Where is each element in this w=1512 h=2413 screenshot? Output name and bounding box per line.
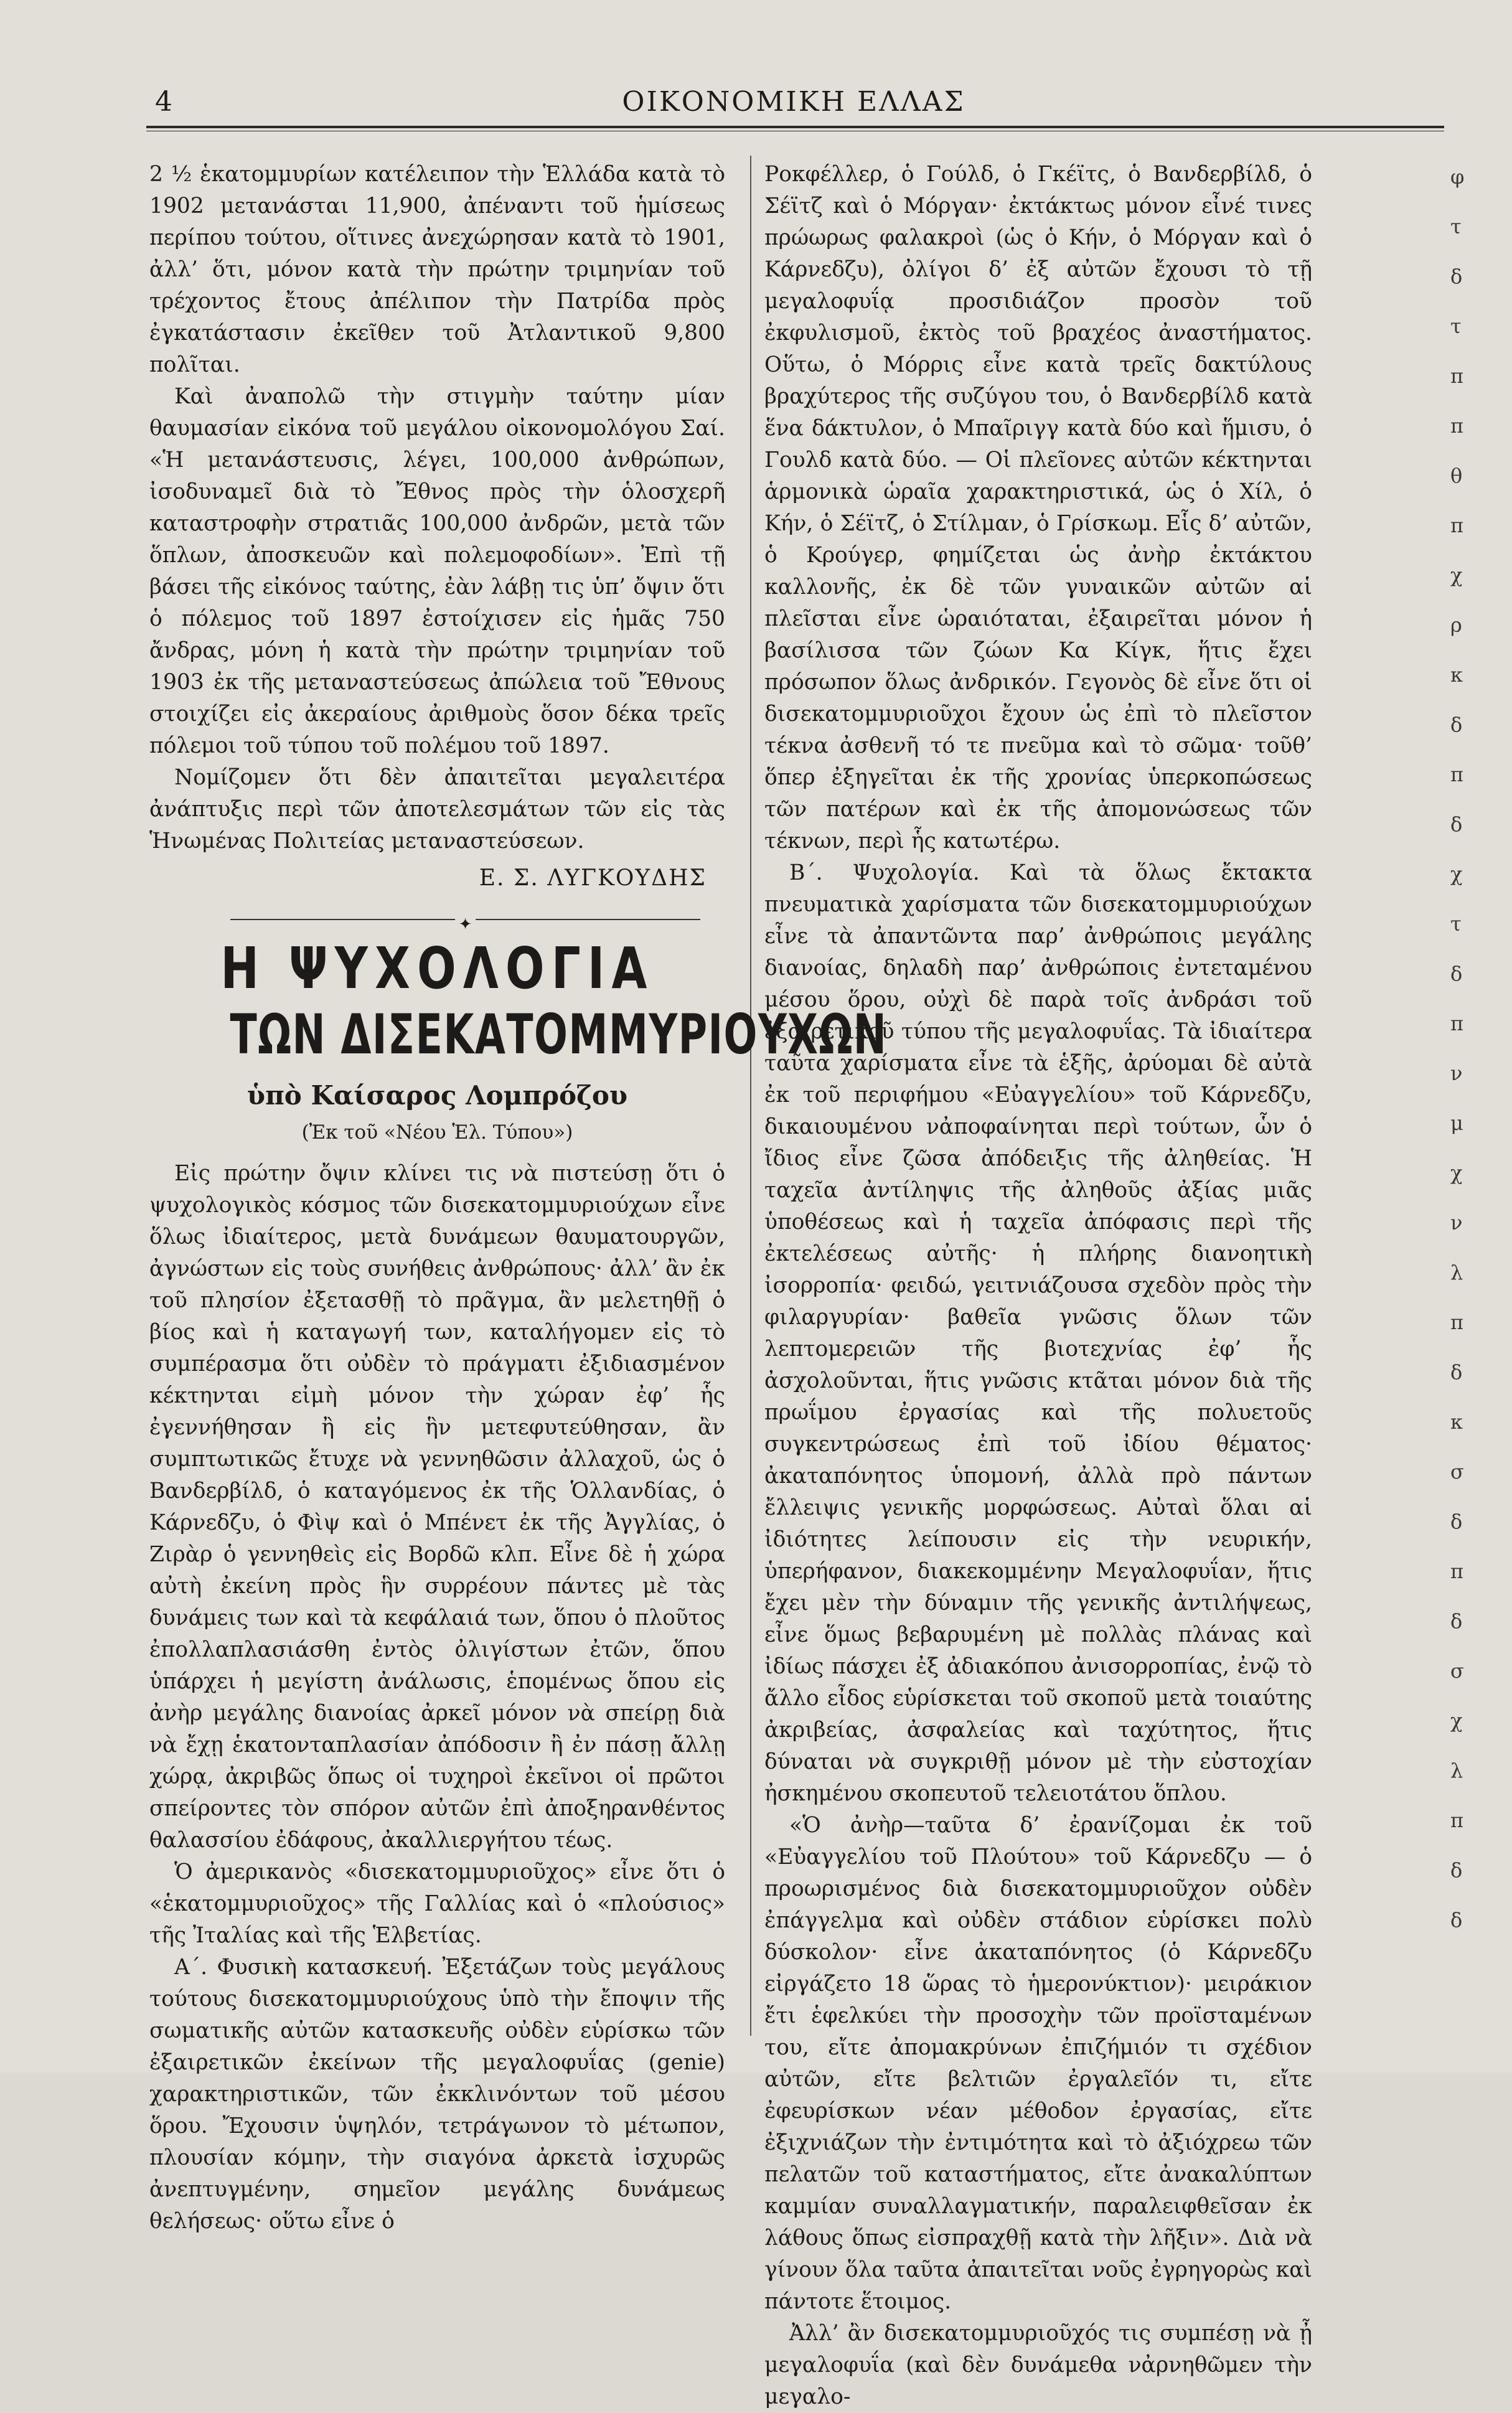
margin-fragment: δ — [1450, 1908, 1463, 1932]
paragraph: Ἀλλ’ ἂν δισεκατομμυριοῦχός τις συμπέσῃ νὰ ᾖ μεγαλοφυΐα (καὶ δὲν δυνάμεθα νἀρνηθῶμεν τὴν μεγαλο- — [764, 2321, 1312, 2409]
paragraph: Νομίζομεν ὅτι δὲν ἀπαιτεῖται μεγαλειτέρα ἀνάπτυξις περὶ τῶν ἀποτελεσμάτων τῶν εἰς τὰς Ἡνωμένας Πολιτείας μεταναστεύσεων. — [149, 765, 725, 854]
margin-fragment: π — [1450, 364, 1464, 388]
paragraph: «Ὁ ἀνὴρ—ταῦτα δ’ ἐρανίζομαι ἐκ τοῦ «Εὐαγγελίου τοῦ Πλούτου» τοῦ Κάρνεδζυ — ὁ προωρισμένος διὰ δισεκατομμυριοῦχον οὐδὲν ἐπάγγελμα καὶ οὐδὲν στάδιον εὑρίσκει πολὺ δύσκολον· εἶνε ἀκαταπόνητος (ὁ Κάρνεδζυ εἰργάζετο 18 ὥρας τὸ ἡμερονύκτιον)· μειράκιον ἔτι ἑφελκύει τὴν προσοχὴν τῶν προϊσταμένων του, εἴτε ἀπομακρύνων ἐπιζήμιόν τι σχέδιον αὐτῶν, εἴτε βελτιῶν ἐργαλεῖόν τι, εἴτε ἐφευρίσκων νέαν μέθοδον ἐργασίας, εἴτε ἐξιχνιάζων τὴν ἐντιμότητα καὶ τὸ ἀξιόχρεω τῶν πελατῶν τοῦ καταστήματος, εἴτε ἀνακαλύπτων καμμίαν συναλλαγματικήν, παραλειφθεῖσαν ἐκ λάθους ὅπως εἰσπραχθῇ κατὰ τὴν λῆξιν». Διὰ νὰ γίνουν ὅλα ταῦτα ἀπαιτεῖται νοῦς ἐγρηγορὼς καὶ πάντοτε ἕτοιμος. — [764, 1813, 1312, 2314]
margin-fragment: φ — [1450, 165, 1465, 189]
margin-fragment: π — [1450, 1809, 1464, 1832]
author-signature: Ε. Σ. ΛΥΓΚΟΥΔΗΣ — [479, 865, 707, 891]
margin-fragment: τ — [1450, 314, 1462, 338]
margin-fragment: ν — [1450, 1211, 1463, 1235]
divider-ornament-icon: ✦ — [455, 909, 476, 941]
margin-fragment: δ — [1450, 1360, 1463, 1384]
margin-fragment: δ — [1450, 962, 1463, 985]
page-number: 4 — [155, 86, 172, 118]
margin-fragment: χ — [1450, 1161, 1463, 1185]
paragraph: Καὶ ἀναπολῶ τὴν στιγμὴν ταύτην μίαν θαυμασίαν εἰκόνα τοῦ μεγάλου οἰκονομολόγου Σαί. «Ἡ μετανάστευσις, λέγει, 100,000 ἀνθρώπων, ἰσοδυναμεῖ διὰ τὸ Ἔθνος πρὸς τὴν ὁλοσχερῆ καταστροφὴν στρατιᾶς 100,000 ἀνδρῶν, μετὰ τῶν ὅπλων, ἀποσκευῶν καὶ πολεμοφοδίων». Ἐπὶ τῇ βάσει τῆς εἰκόνος ταύτης, ἐὰν λάβῃ τις ὑπ’ ὄψιν ὅτι ὁ πόλεμος τοῦ 1897 ἐστοίχισεν εἰς ἡμᾶς 750 ἄνδρας, μόνη ἡ κατὰ τὴν πρώτην τριμηνίαν τοῦ 1903 ἐκ τῆς μεταναστεύσεως ἀπώλεια τοῦ Ἔθνους στοιχίζει εἰς ἀκεραίους ἀριθμοὺς ὅσον δέκα τρεῖς πόλεμοι τοῦ τύπου τοῦ πολέμου τοῦ 1897. — [149, 384, 725, 758]
paragraph: Β΄. Ψυχολογία. Καὶ τὰ ὅλως ἔκτακτα πνευματικὰ χαρίσματα τῶν δισεκατομμυριούχων εἶνε τὰ ἀπαντῶντα παρ’ ἀνθρώποις μεγάλης διανοίας, δηλαδὴ παρ’ ἀνθρώποις ἐντεταμένου μέσου ὅρου, οὐχὶ δὲ παρὰ τοῖς ἀνδράσι τοῦ ἐξαιρετικοῦ τύπου τῆς μεγαλοφυΐας. Τὰ ἰδιαίτερα ταῦτα χαρίσματα εἶνε τὰ ἑξῆς, ἀρύομαι δὲ αὐτὰ ἐκ τοῦ περιφήμου «Εὐαγγελίου» τοῦ Κάρνεδζυ, δικαιουμένου νἀποφαίνηται περὶ τούτων, ὧν ὁ ἴδιος εἶνε ζῶσα ἀπόδειξις τῆς ἀληθείας. Ἡ ταχεῖα ἀντίληψις τῆς ἀληθοῦς ἀξίας μιᾶς ὑποθέσεως καὶ ἡ ταχεῖα ἀπόφασις περὶ τῆς ἐκτελέσεως αὐτῆς· ἡ πλήρης διανοητικὴ ἰσορροπία· φειδώ, γειτνιάζουσα σχεδὸν πρὸς τὴν φιλαργυρίαν· βαθεῖα γνῶσις ὅλων τῶν λεπτομερειῶν τῆς βιοτεχνίας ἐφ’ ἧς ἀσχολοῦνται, ἥτις γνῶσις κτᾶται μόνον διὰ τῆς πρωΐμου ἐργασίας καὶ τῆς πολυετοῦς συγκεντρώσεως ἐπὶ τοῦ ἰδίου θέματος· ἀκαταπόνητος ὑπομονή, ἀλλὰ πρὸ πάντων ἔλλειψις γενικῆς μορφώσεως. Αὐταὶ ὅλαι αἱ ἰδιότητες λείπουσιν εἰς τὴν νευρικήν, ὑπερήφανον, διακεκομμένην Μεγαλοφυΐαν, ἥτις ἔχει μὲν τὴν δύναμιν τῆς γενικῆς ἀντιλήψεως, εἶνε ὅμως βεβαρυμένη μὲ πολλὰς πλάνας καὶ ἰδίως πάσχει ἐξ ἀδιακόπου ἀνισορροπίας, ἐνῷ τὸ ἄλλο εἶδος εὑρίσκεται τοῦ σκοποῦ μετὰ τοιαύτης ἀκριβείας, ἀσφαλείας καὶ ταχύτητος, ἥτις δύναται νὰ συγκριθῇ μόνον μὲ τὴν εὐστοχίαν ἠσκημένου σκοπευτοῦ τελειοτάτου ὅπλου. — [764, 860, 1312, 1806]
margin-fragment: σ — [1450, 1460, 1464, 1484]
margin-fragment: π — [1450, 1310, 1464, 1334]
margin-fragment: π — [1450, 414, 1464, 438]
margin-fragment: δ — [1450, 1858, 1463, 1882]
margin-fragment: δ — [1450, 265, 1463, 288]
margin-fragment: δ — [1450, 713, 1463, 736]
margin-fragment: λ — [1450, 1261, 1463, 1284]
paragraph: 2 ½ ἑκατομμυρίων κατέλειπον τὴν Ἑλλάδα κατὰ τὸ 1902 μετανάσται 11,900, ἀπέναντι τοῦ ἡμίσεως περίπου τούτου, οἵτινες ἀνεχώρησαν κατὰ τὸ 1901, ἀλλ’ ὅτι, μόνον κατὰ τὴν πρώτην τριμηνίαν τοῦ τρέχοντος ἔτους ἀπέλιπον τὴν Πατρίδα πρὸς ἐγκατάστασιν ἐκεῖθεν τοῦ Ἀτλαντικοῦ 9,800 πολῖται. — [149, 162, 725, 377]
left-column — [149, 159, 888, 2237]
margin-fragment: χ — [1450, 862, 1463, 886]
margin-fragment: κ — [1450, 663, 1463, 687]
margin-fragment: τ — [1450, 215, 1462, 238]
paragraph: Ροκφέλλερ, ὁ Γούλδ, ὁ Γκέϊτς, ὁ Βανδερβίλδ, ὁ Σέϊτζ καὶ ὁ Μόργαν· ἐκτάκτως μόνον εἶνέ τινες πρώωρως φαλακροὶ (ὡς ὁ Κήν, ὁ Μόργαν καὶ ὁ Κάρνεδζυ), ὀλίγοι δ’ ἐξ αὐτῶν ἔχουσι τὸ τῇ μεγαλοφυΐᾳ προσιδιάζον προσὸν τοῦ ἐκφυλισμοῦ, ἐκτὸς τοῦ βραχέος ἀναστήματος. Οὕτω, ὁ Μόρρις εἶνε κατὰ τρεῖς δακτύλους βραχύτερος τῆς συζύγου του, ὁ Βανδερβίλδ κατὰ ἕνα δάκτυλον, ὁ Μπαῖριγγ κατὰ δύο καὶ ἥμισυ, ὁ Γουλδ κατὰ δύο. — Οἱ πλεῖονες αὐτῶν κέκτηνται ἁρμονικὰ ὡραῖα χαρακτηριστικά, ὡς ὁ Χίλ, ὁ Κήν, ὁ Σέϊτζ, ὁ Στίλμαν, ὁ Γρίσκωμ. Εἷς δ’ αὐτῶν, ὁ Κρούγερ, φημίζεται ὡς ἀνὴρ ἐκτάκτου καλλονῆς, ἐκ δὲ τῶν γυναικῶν αὐτῶν αἱ πλεῖσται εἶνε ὡραιόταται, ἐξαιρεῖται μόνον ἡ βασίλισσα τῶν ζώων Κα Κίγκ, ἥτις ἔχει πρόσωπον ὅλως ἀνδρικόν. Γεγονὸς δὲ εἶνε ὅτι οἱ δισεκατομμυριοῦχοι ἔχουν ὡς ἐπὶ τὸ πλεῖστον τέκνα ἀσθενῆ τό τε πνεῦμα καὶ τὸ σῶμα· τοῦθ’ ὅπερ ἐξηγεῖται ἐκ τῆς χρονίας ὑπερκοπώσεως τῶν πατέρων καὶ ἐκ τῆς ἀπομονώσεως τῶν τέκνων, περὶ ἧς κατωτέρω. — [764, 162, 1312, 854]
margin-fragment: π — [1450, 514, 1464, 537]
margin-fragment: π — [1450, 1012, 1464, 1035]
margin-fragment: ρ — [1450, 613, 1462, 637]
margin-fragment: π — [1450, 1559, 1464, 1583]
paragraph: Εἰς πρώτην ὄψιν κλίνει τις νὰ πιστεύσῃ ὅτι ὁ ψυχολογικὸς κόσμος τῶν δισεκατομμυριούχων εἶνε ὅλως ἰδιαίτερος, μετὰ δυνάμεων θαυματουργῶν, ἀγνώστων εἰς τοὺς συνήθεις ἀνθρώπους· ἀλλ’ ἂν ἐκ τοῦ πλησίον ἐξετασθῇ τὸ πρᾶγμα, ἂν μελετηθῇ ὁ βίος καὶ ἡ καταγωγή των, καταλήγομεν εἰς τὸ συμπέρασμα ὅτι οὐδὲν τὸ πράγματι ἐξιδιασμένον κέκτηνται εἰμὴ μόνον τὴν χώραν ἐφ’ ἧς ἐγεννήθησαν ἢ εἰς ἣν μετεφυτεύθησαν, ἂν συμπτωτικῶς ἔτυχε νὰ γεννηθῶσιν ἀλλαχοῦ, ὡς ὁ Βανδερβίλδ, ὁ καταγόμενος ἐκ τῆς Ὁλλανδίας, ὁ Κάρνεδζυ, ὁ Φὶψ καὶ ὁ Μπένετ ἐκ τῆς Ἀγγλίας, ὁ Ζιρὰρ ὁ γεννηθεὶς εἰς Βορδῶ κλπ. Εἶνε δὲ ἡ χώρα αὐτὴ ἐκείνη πρὸς ἣν συρρέουν πάντες μὲ τὰς δυνάμεις των καὶ τὰ κεφάλαιά των, ὅπου ὁ πλοῦτος ἐπολλαπλασιάσθη ἐντὸς ὀλιγίστων ἐτῶν, ὅπου ὑπάρχει ἡ μεγίστη ἀνάλωσις, ἑπομένως ὅπου εἰς ἀνὴρ μεγάλης διανοίας ἀρκεῖ μόνον νὰ σπείρῃ διὰ νὰ ἔχῃ ἑκατονταπλασίαν ἀπόδοσιν ἢ ἐν πάσῃ ἄλλῃ χώρᾳ, ἀκριβῶς ὅπως οἱ τυχηροὶ ἐκεῖνοι οἱ πρῶτοι σπείροντες τὸν σπόρον αὐτῶν ἐπὶ ἀποξηρανθέντος θαλασσίου ἐδάφους, ἀκαλλιεργήτου τέως. — [149, 1161, 725, 1853]
header-rule — [146, 126, 1444, 131]
margin-fragment: δ — [1450, 1510, 1463, 1533]
column-gutter-rule — [750, 156, 751, 2036]
section-divider — [230, 910, 700, 934]
margin-fragment: μ — [1450, 1111, 1463, 1135]
margin-fragment: ν — [1450, 1061, 1463, 1085]
margin-fragment: δ — [1450, 812, 1463, 836]
margin-fragment: λ — [1450, 1759, 1463, 1782]
journal-title: ΟΙΚΟΝΟΜΙΚΗ ΕΛΛΑΣ — [622, 86, 965, 118]
margin-fragment: χ — [1450, 563, 1463, 587]
article-title-line-1: Η ΨΥΧΟΛΟΓΙΑ — [220, 935, 654, 1002]
right-column — [764, 159, 1312, 2413]
margin-fragment: τ — [1450, 912, 1462, 936]
margin-fragment: π — [1450, 763, 1464, 786]
paragraph: Ὁ ἀμερικανὸς «δισεκατομμυριοῦχος» εἶνε ὅτι ὁ «ἑκατομμυριοῦχος» τῆς Γαλλίας καὶ ὁ «πλούσιος» τῆς Ἰταλίας καὶ τῆς Ἑλβετίας. — [149, 1860, 725, 1948]
margin-fragment: δ — [1450, 1609, 1463, 1633]
margin-fragment: κ — [1450, 1410, 1463, 1434]
article-source: (Ἐκ τοῦ «Νέου Ἑλ. Τύπου») — [301, 1121, 573, 1144]
margin-fragment: θ — [1450, 464, 1463, 487]
page-header — [146, 81, 1441, 125]
article-title-line-2: ΤΩΝ ΔΙΣΕΚΑΤΟΜΜΥΡΙΟΥΧΩΝ — [230, 1002, 888, 1066]
margin-fragment: σ — [1450, 1659, 1464, 1683]
article-byline: ὑπὸ Καίσαρος Λομπρόζου — [247, 1080, 628, 1111]
paragraph: Α΄. Φυσικὴ κατασκευή. Ἐξετάζων τοὺς μεγάλους τούτους δισεκατομμυριούχους ὑπὸ τὴν ἔποψιν τῆς σωματικῆς αὐτῶν κατασκευῆς οὐδὲν εὑρίσκω τῶν ἐξαιρετικῶν ἐκείνων τῆς μεγαλοφυΐας (genie) χαρακτηριστικῶν, τῶν ἐκκλινόντων τοῦ μέσου ὅρου. Ἔχουσιν ὑψηλόν, τετράγωνον τὸ μέτωπον, πλουσίαν κόμην, τὴν σιαγόνα ἀρκετὰ ἰσχυρῶς ἀνεπτυγμένην, σημεῖον μεγάλης δυνάμεως θελήσεως· οὕτω εἶνε ὁ — [149, 1955, 725, 2234]
margin-fragment: χ — [1450, 1709, 1463, 1733]
